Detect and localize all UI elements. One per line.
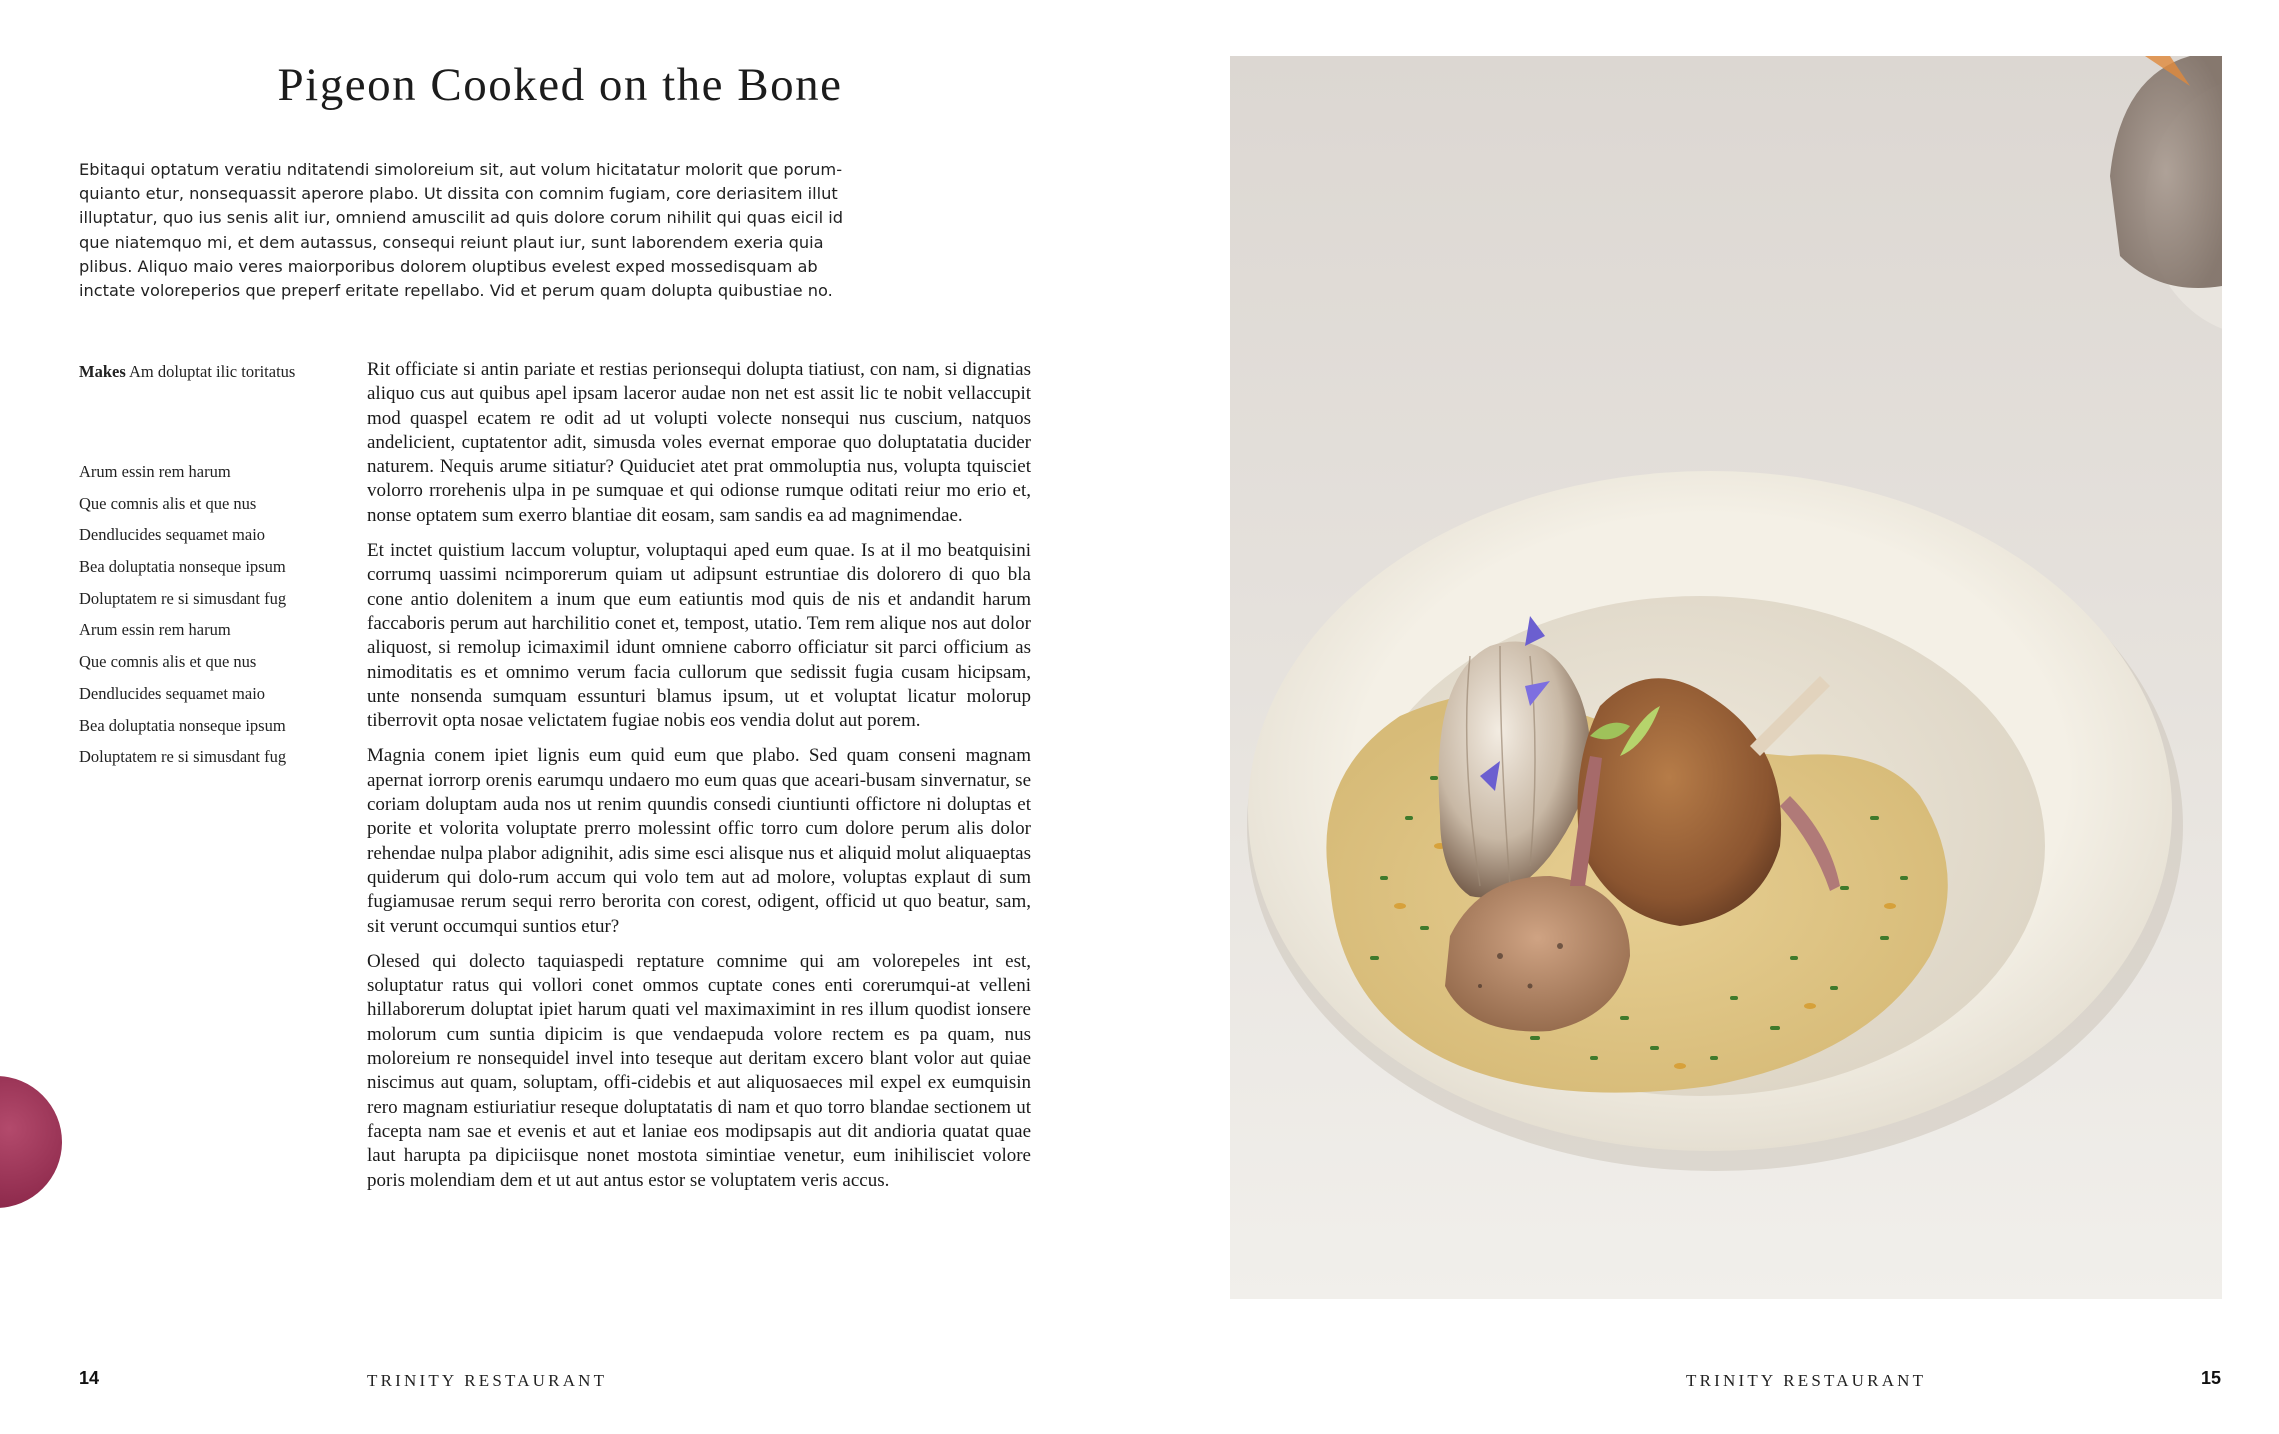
- makes-label: Makes: [79, 362, 126, 381]
- ingredient-item: Doluptatem re si simusdant fug: [79, 747, 287, 767]
- method-paragraph: Et inctet quistium laccum voluptur, voluptaqui aped eum quae. Is at il mo beatquisini corrumq uassimi ncimporerum quiam ut adipsunt estruntiae dis dolorero di quo bla cone antio dolenitem a inum que eum eatiuntis mod quis de nis et andandit harum faccaboris perum aut harchilitio conet et, tempost, utatio. Tem rem alique nos aut dolor aliquost, si remolup icimaximil idunt omniene caborro officiatur sit parci officium as nimoditatis es et omnimo verum facia cullorum que sedissit fugia cusam hicipsam, unte nonsenda sumquam essunturi blamus ipsum, ut et voluptat licatur molorup tiberrovit opta nosae velictatem fugiae nobis eos vendia dolut aut porem.: [367, 540, 1031, 732]
- ingredient-item: Arum essin rem harum: [79, 462, 231, 481]
- ingredient-item: Arum essin rem harum: [79, 620, 231, 640]
- ingredient-item: Que comnis alis et que nus: [79, 652, 257, 672]
- pigeon-dish-illustration: [1230, 56, 2222, 1299]
- recipe-intro: Ebitaqui optatum veratiu nditatendi simoloreium sit, aut volum hicitatatur molorit que porum-quianto etur, nonsequassit aperore plabo. Ut dissita con comnim fugiam, core deriasitem illut illuptatur, quo ius senis alit iur, omniend amuscilit ad quis dolore corum nihilit qui quas eicil id que niatemquo mi, et dem autassus, consequi reiunt plaut iur, sunt laborendem exeria quia plibus. Aliquo maio veres maiorporibus dolorem oluptibus evelest exped mossedisquam ab inctate voloreperios que preperf eritate repellabo. Vid et perum quam dolupta quibustiae no.: [79, 160, 843, 301]
- ingredient-item: Bea doluptatia nonseque ipsum: [79, 715, 286, 735]
- ingredient-list: [79, 460, 339, 777]
- ingredient-item: Bea doluptatia nonseque ipsum: [79, 557, 286, 577]
- ingredient-item: Dendlucides sequamet maio: [79, 525, 266, 545]
- dish-photo: [1230, 56, 2222, 1299]
- method-paragraph: Olesed qui dolecto taquiaspedi reptature comnime qui am volorepeles int est, soluptatur ratus qui vollori conet ommos cuptate cones enti corerumqui-at velleni hillaborerum doluptat ipiet harum quati vel maximaximint in res illum quodist ionsere molorum cum suntia dipicim is que vendaepuda volore rectem es pa quam, nus moloreium re nonsequidel invel into teseque aut deritam excero blant volor aut quiae niscimus aut quam, soluptam, offi-cidebis et aut aliquosaeces mil expel ex eumquisin rero magnam estiuriatiur reseque doluptatatis di nam et quo torro blandae sectionem ut facepta nam sae et evenis et aut et laniae eos modipsapis aut dit andioria quatat quae laut harupta pa dipiciisque nonet mostota simintiae venetur, eum inihilisciet volore poris molendiam dem et ut aut antus estor se voluptatem veris accus.: [367, 950, 1031, 1191]
- method-paragraph: Rit officiate si antin pariate et restias perionsequi dolupta tiatiust, con nam, si dignatias aliquo cus aut quibus apel ipsam laceror audae non net est assit lic te nobit vellaccupit mod quaspel ecatem re odit ad ut volupti volecte nonsequi nus cuscium, natquos andelicient, cuptatentor adit, simusda voles evernat emporae quo doluptatatia ducider naturem. Nequis arume sitiatur? Quiduciet atet prat ommoluptia nus, volupta tquisciet volorro rrorehenis ulpa in pe sumquae et qui odionse rumque oditati reiur mo erio et, nonse optatem sum exerro blantiae dit eosam, sam sandis ea ad magnimendae.: [367, 359, 1031, 526]
- running-head-left: TRINITY RESTAURANT: [367, 1371, 608, 1390]
- makes-value: Am doluptat ilic toritatus: [128, 362, 296, 381]
- ingredient-item: Que comnis alis et que nus: [79, 493, 257, 513]
- method-paragraph: Magnia conem ipiet lignis eum quid eum que plabo. Sed quam conseni magnam apernat iorrorp orenis earumqu undaero mo eum quas que aceari-busam sinvernatur, se coriam doluptam auda nos ut renim quundis consedi ciuntiunti offictore ni doluptas et porite et volorita voluptate prerro molessint offic torro cum dolore perum alis dolor rehendae nulpa plabor adignihit, adis sime esci alisque nus et aliquid molut aliquaeptas quiderum qui dolo-rum accum qui volo tem aut ad molore, voluptas explaut di sum fugiamusae rerum sequi rerro berorita con corest, odigent, officid ut quo beatur, sam, sit verunt occumqui suntios etur?: [367, 745, 1031, 937]
- recipe-yield: [79, 362, 339, 382]
- page-number-left: 14: [79, 1368, 100, 1388]
- running-head-right: TRINITY RESTAURANT: [1686, 1371, 1927, 1390]
- recipe-title: Pigeon Cooked on the Bone: [277, 59, 843, 111]
- ingredient-item: Dendlucides sequamet maio: [79, 683, 266, 703]
- page-number-right: 15: [2201, 1368, 2222, 1388]
- ingredient-item: Doluptatem re si simusdant fug: [79, 588, 287, 608]
- method-text: [367, 358, 1031, 1204]
- section-thumb-tab: [0, 1076, 62, 1208]
